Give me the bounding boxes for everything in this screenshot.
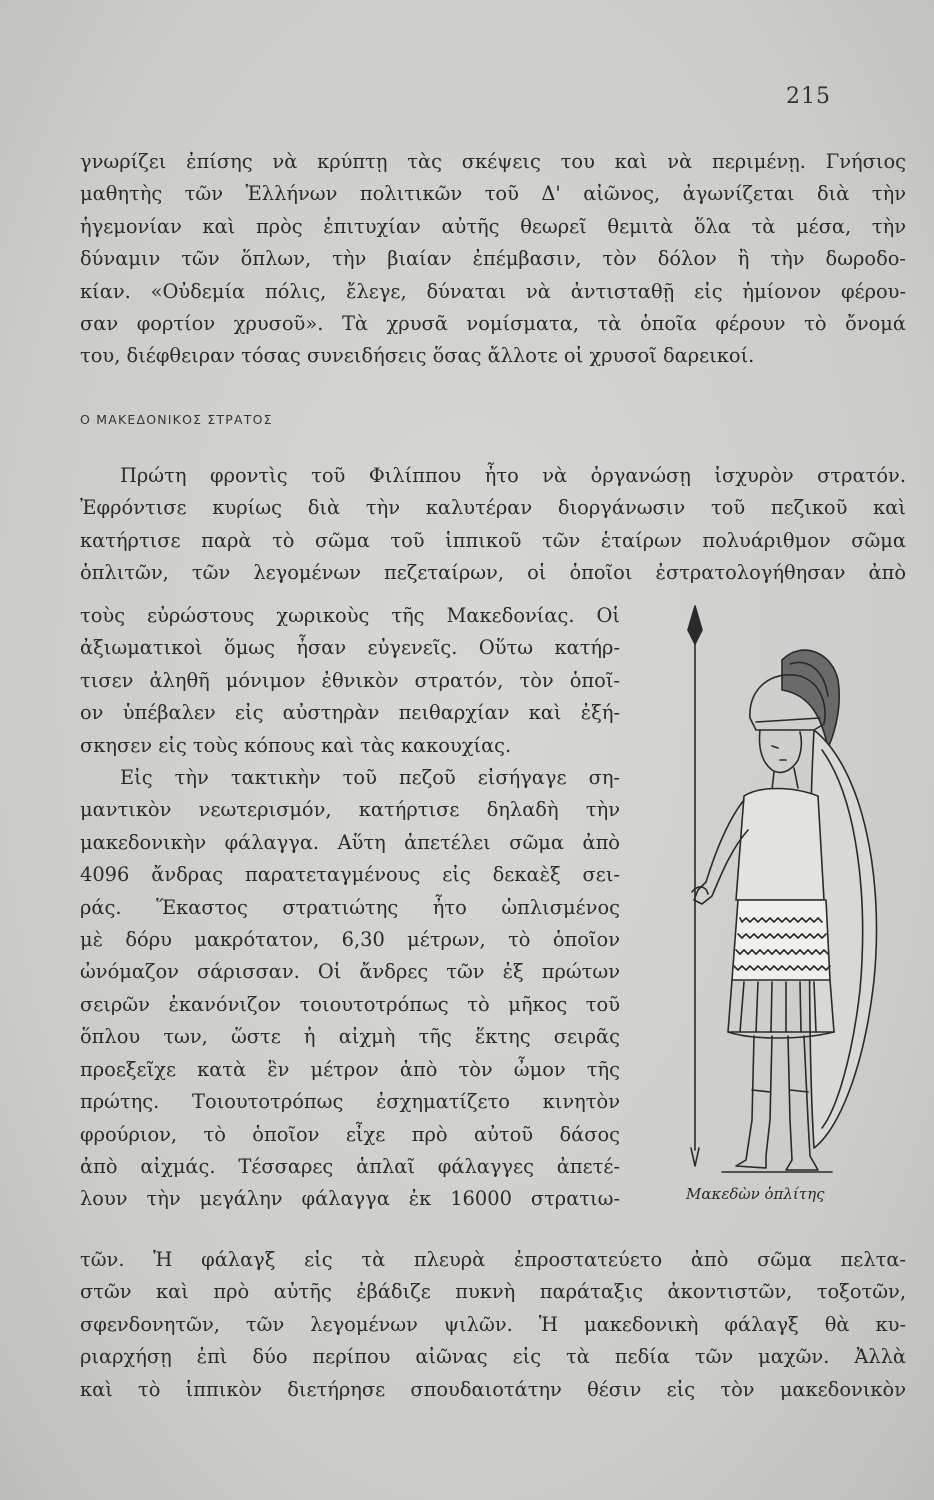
text-line: μαθητὴς τῶν Ἑλλήνων πολιτικῶν τοῦ Δ' αἰῶνος, ἀγωνίζεται διὰ τὴν	[80, 182, 906, 206]
text-line: ὠνόμαζον σάρισσαν. Οἱ ἄνδρες τῶν ἐξ πρώτων	[80, 960, 620, 984]
body-paragraph-bottom	[80, 1244, 906, 1406]
text-line: στῶν καὶ πρὸ αὐτῆς ἐβάδιζε πυκνὴ παράταξις ἀκοντιστῶν, τοξοτῶν,	[80, 1280, 906, 1304]
text-line: κίαν. «Οὐδεμία πόλις, ἔλεγε, δύναται νὰ ἀντισταθῇ εἰς ἡμίονον φέρου-	[80, 279, 906, 303]
text-line: Ἐφρόντισε κυρίως διὰ τὴν καλυτέραν διοργάνωσιν τοῦ πεζικοῦ καὶ	[80, 496, 906, 520]
text-line: ἡγεμονίαν καὶ πρὸς ἐπιτυχίαν αὐτῆς θεωρεῖ θεμιτὰ ὅλα τὰ μέσα, τὴν	[80, 214, 906, 238]
text-line: σφενδονητῶν, τῶν λεγομένων ψιλῶν. Ἡ μακεδονικὴ φάλαγξ θὰ κυ-	[80, 1312, 906, 1336]
text-line: ον ὑπέβαλεν εἰς αὐστηρὰν πειθαρχίαν καὶ ἐξή-	[80, 701, 620, 725]
intro-paragraph	[80, 146, 906, 373]
text-line: 4096 ἄνδρας παρατεταγμένους εἰς δεκαὲξ σει-	[80, 863, 620, 887]
text-line: ὅπλου των, ὥστε ἡ αἰχμὴ τῆς ἕκτης σειρᾶς	[80, 1025, 620, 1049]
body-paragraph-narrow	[80, 600, 620, 1216]
text-line: Εἰς τὴν τακτικὴν τοῦ πεζοῦ εἰσήγαγε ση-	[120, 766, 620, 790]
text-line: καὶ τὸ ἱππικὸν διετήρησε σπουδαιοτάτην θέσιν εἰς τὸν μακεδονικὸν	[80, 1377, 906, 1401]
text-line: γνωρίζει ἐπίσης νὰ κρύπτῃ τὰς σκέψεις του καὶ νὰ περιμένῃ. Γνήσιος	[80, 150, 906, 173]
section-heading: Ο ΜΑΚΕΔΟΝΙΚΟΣ ΣΤΡΑΤΟΣ	[80, 412, 273, 427]
text-line: ὁπλιτῶν, τῶν λεγομένων πεζεταίρων, οἱ ὁποῖοι ἐστρατολογήθησαν ἀπὸ	[80, 561, 906, 585]
figure-caption: Μακεδὼν ὁπλίτης	[686, 1185, 825, 1203]
text-line: ριαρχήσῃ ἐπὶ δύο περίπου αἰῶνας εἰς τὰ πεδία τῶν μαχῶν. Ἀλλὰ	[80, 1345, 906, 1369]
text-line: κατήρτισε παρὰ τὸ σῶμα τοῦ ἱππικοῦ τῶν ἑταίρων πολυάριθμον σῶμα	[80, 528, 906, 552]
text-line: σαν φορτίον χρυσοῦ». Τὰ χρυσᾶ νομίσματα, τὰ ὁποῖα φέρουν τὸ ὄνομά	[80, 312, 906, 336]
text-line: τοὺς εὐρώστους χωρικοὺς τῆς Μακεδονίας. Οἱ	[80, 604, 620, 627]
text-line: του, διέφθειραν τόσας συνειδήσεις ὅσας ἄλλοτε οἱ χρυσοῖ δαρεικοί.	[80, 344, 755, 368]
text-line: ράς. Ἕκαστος στρατιώτης ἦτο ὡπλισμένος	[80, 895, 620, 919]
hoplite-illustration-icon	[632, 600, 912, 1200]
text-line: μὲ δόρυ μακρότατον, 6,30 μέτρων, τὸ ὁποῖον	[80, 928, 620, 952]
text-line: πρώτης. Τοιουτοτρόπως ἐσχηματίζετο κινητὸν	[80, 1090, 620, 1114]
text-line: φρούριον, τὸ ὁποῖον εἶχε πρὸ αὐτοῦ δάσος	[80, 1122, 620, 1146]
text-line: Πρώτη φροντὶς τοῦ Φιλίππου ἦτο νὰ ὀργανώσῃ ἰσχυρὸν στρατόν.	[120, 464, 906, 487]
text-line: σειρῶν ἐκανόνιζον τοιουτοτρόπως τὸ μῆκος τοῦ	[80, 992, 620, 1016]
text-line: προεξεῖχε κατὰ ἓν μέτρον ἀπὸ τὸν ὦμον τῆς	[80, 1057, 620, 1081]
text-line: σκησεν εἰς τοὺς κόπους καὶ τὰς κακουχίας.	[80, 733, 512, 757]
text-line: ἀξιωματικοὶ ὅμως ἦσαν εὐγενεῖς. Οὕτω κατήρ-	[80, 636, 620, 660]
text-line: ἀπὸ αἰχμάς. Τέσσαρες ἁπλαῖ φάλαγγες ἀπετέ-	[80, 1154, 620, 1178]
text-line: λουν τὴν μεγάλην φάλαγγα ἐκ 16000 στρατιω-	[80, 1187, 620, 1211]
body-paragraph-full	[80, 460, 906, 590]
text-line: μαντικὸν νεωτερισμόν, κατήρτισε δηλαδὴ τὴν	[80, 798, 620, 822]
page-number: 215	[786, 84, 831, 109]
text-line: δύναμιν τῶν ὅπλων, τὴν βιαίαν ἐπέμβασιν, τὸν δόλον ἢ τὴν δωροδο-	[80, 247, 906, 271]
text-line: μακεδονικὴν φάλαγγα. Αὕτη ἀπετέλει σῶμα ἀπὸ	[80, 830, 620, 854]
text-line: τισεν ἀληθῆ μόνιμον ἐθνικὸν στρατόν, τὸν ὁποῖ-	[80, 668, 620, 692]
text-line: τῶν. Ἡ φάλαγξ εἰς τὰ πλευρὰ ἐπροστατεύετο ἀπὸ σῶμα πελτα-	[80, 1248, 906, 1271]
